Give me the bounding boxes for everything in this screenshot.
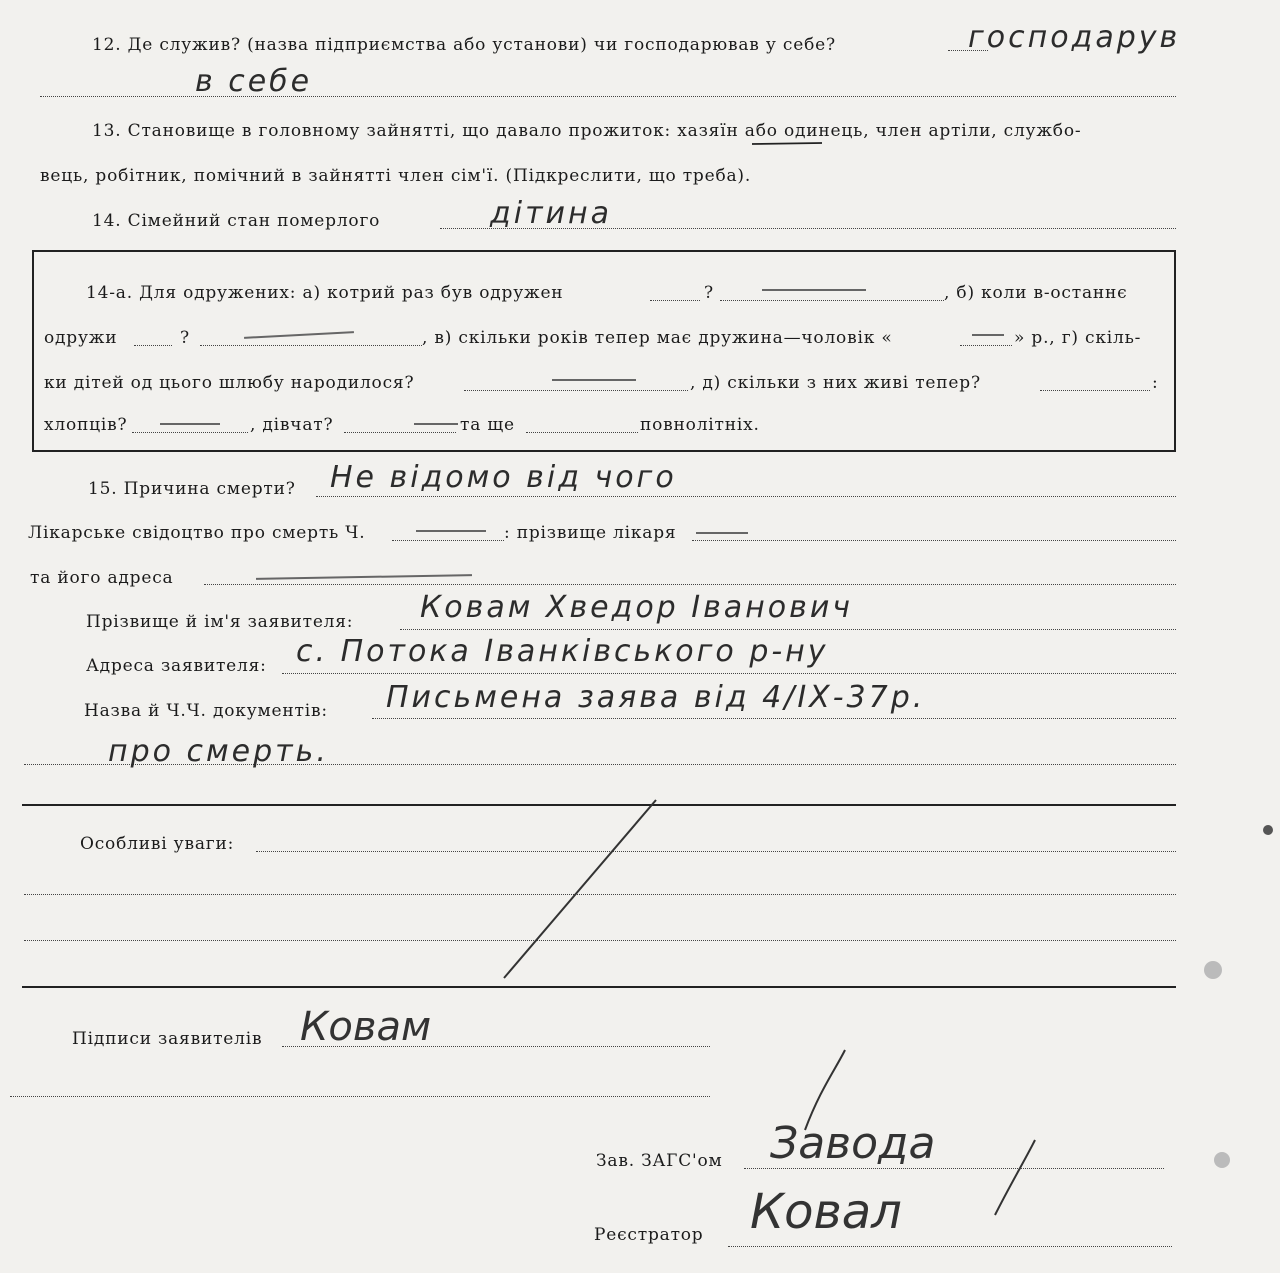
q14a-line2-q: ? — [180, 328, 190, 348]
q14a-line2-a: одружи — [44, 328, 118, 348]
q13-line2: вець, робітник, помічний в зайнятті член сім'ї. (Підкреслити, що треба). — [40, 166, 752, 186]
q12-answer-line2: в себе — [195, 64, 313, 99]
q14a-line1-b: , б) коли в-останнє — [944, 283, 1128, 303]
head-signature: Завода — [770, 1118, 936, 1169]
q14a-line1-q: ? — [704, 283, 714, 303]
medical-cert-label: Лікарське свідоцтво про смерть Ч. — [28, 523, 366, 543]
q14a-line4-d: повнолітніх. — [640, 415, 760, 435]
registrar-label: Реєстратор — [594, 1225, 704, 1245]
q14a-line4-c: та ще — [460, 415, 515, 435]
q15-label: 15. Причина смерти? — [88, 479, 296, 499]
head-label: Зав. ЗАГС'ом — [596, 1151, 723, 1171]
paper-spot — [1204, 961, 1222, 979]
q14a-line3-b: , д) скільки з них живі тепер? — [690, 373, 981, 393]
signature-flourish — [805, 1050, 845, 1130]
medical-doctor-label: : прізвище лікаря — [504, 523, 677, 543]
applicant-name-value: Ковам Хведор Іванович — [420, 590, 854, 625]
medical-address-label: та його адреса — [30, 568, 174, 588]
applicant-address-value: с. Потока Іванківського р-ну — [296, 634, 829, 669]
registrar-signature: Ковал — [750, 1184, 902, 1240]
applicant-address-label: Адреса заявителя: — [86, 656, 267, 676]
strike-through-mark — [504, 800, 656, 978]
q14a-line4-b: , дівчат? — [250, 415, 334, 435]
applicant-docs-value-1: Письмена заява від 4/ІХ-37р. — [386, 680, 926, 715]
paper-spot — [1263, 825, 1273, 835]
q12-label: 12. Де служив? (назва підприємства або установи) чи господарював у себе? — [92, 35, 836, 55]
q15-answer: Не відомо від чого — [330, 460, 677, 495]
applicant-signature: Ковам — [300, 1004, 432, 1050]
applicant-docs-value-2: про смерть. — [108, 734, 329, 769]
notes-label: Особливі уваги: — [80, 834, 235, 854]
q14a-line2-b: , в) скільки років тепер має дружина—чоловік « — [422, 328, 893, 348]
paper-spot — [1214, 1152, 1230, 1168]
q14a-line2-c: » р., г) скіль- — [1014, 328, 1142, 348]
q14a-line4-a: хлопців? — [44, 415, 128, 435]
q14a-line3-a: ки дітей од цього шлюбу народилося? — [44, 373, 415, 393]
applicant-docs-label: Назва й Ч.Ч. документів: — [84, 701, 328, 721]
q14a-line3-c: : — [1152, 373, 1159, 393]
registrar-flourish — [995, 1140, 1035, 1215]
applicant-signatures-label: Підписи заявителів — [72, 1029, 263, 1049]
q14-answer: дітина — [490, 196, 613, 231]
q14a-line1-a: 14-а. Для одружених: а) котрий раз був одружен — [86, 283, 564, 303]
q12-answer-line1: господарув — [968, 20, 1181, 55]
underline-mark — [752, 143, 822, 144]
q13-line1: 13. Становище в головному зайнятті, що давало прожиток: хазяїн або одинець, член артіли, службо- — [92, 121, 1082, 141]
applicant-name-label: Прізвище й ім'я заявителя: — [86, 612, 354, 632]
q14-label: 14. Сімейний стан померлого — [92, 211, 381, 231]
